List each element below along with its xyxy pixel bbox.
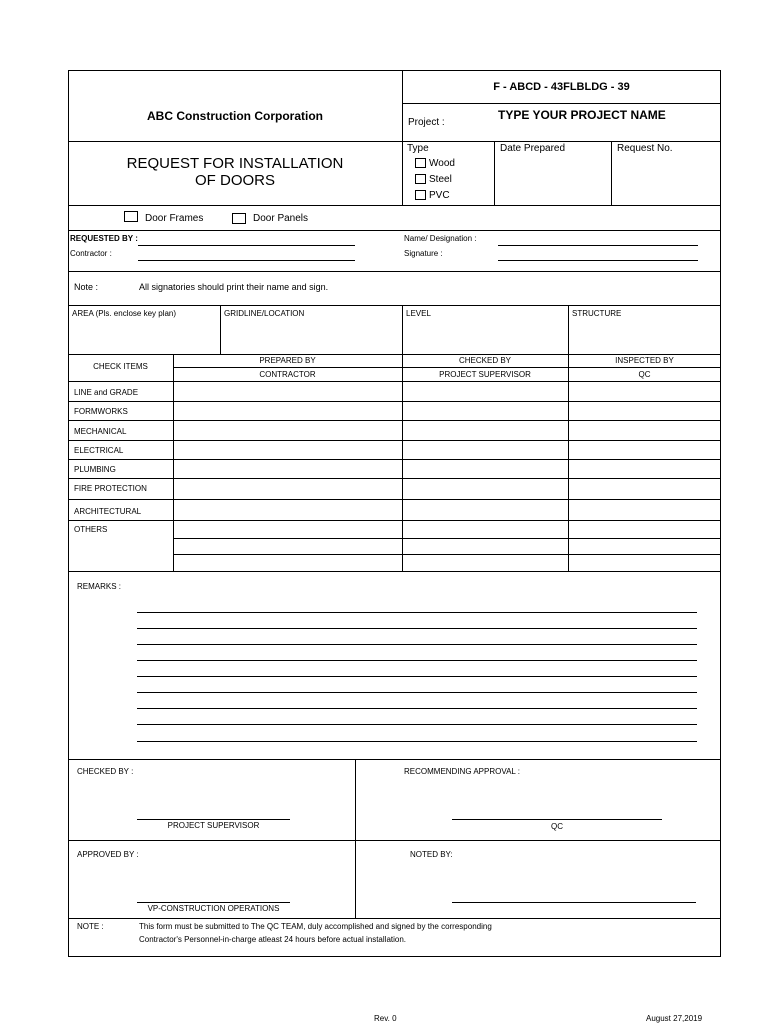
remarks-label: REMARKS : bbox=[77, 582, 122, 591]
door-panels-checkbox[interactable] bbox=[232, 213, 246, 224]
type-label: Type bbox=[407, 143, 429, 154]
request-no-label: Request No. bbox=[617, 143, 673, 154]
check-item: LINE and GRADE bbox=[74, 388, 139, 397]
table-row-line bbox=[68, 440, 721, 441]
qc-label: QC bbox=[551, 822, 563, 831]
table-line bbox=[68, 381, 721, 382]
project-supervisor-header: PROJECT SUPERVISOR bbox=[439, 370, 531, 379]
wood-checkbox[interactable] bbox=[415, 158, 426, 168]
check-item: MECHANICAL bbox=[74, 427, 127, 436]
door-panels-label: Door Panels bbox=[253, 213, 309, 224]
noted-by-signature-line[interactable] bbox=[452, 902, 696, 903]
vp-label: VP-CONSTRUCTION OPERATIONS bbox=[147, 904, 280, 913]
checked-by-signature-line[interactable] bbox=[137, 819, 290, 820]
checked-by-label: CHECKED BY : bbox=[77, 767, 134, 776]
level-label: LEVEL bbox=[406, 309, 431, 318]
section-line bbox=[68, 571, 721, 572]
inspected-by-header: INSPECTED BY bbox=[615, 356, 674, 365]
check-items-header: CHECK ITEMS bbox=[93, 362, 148, 371]
revision-date: August 27,2019 bbox=[646, 1014, 703, 1023]
check-item: FIRE PROTECTION bbox=[74, 484, 147, 493]
wood-label: Wood bbox=[429, 158, 455, 169]
steel-label: Steel bbox=[429, 174, 452, 185]
remarks-line[interactable] bbox=[137, 660, 697, 661]
header-divider bbox=[611, 141, 612, 205]
table-line bbox=[173, 367, 721, 368]
section-line bbox=[68, 918, 721, 919]
section-line bbox=[68, 840, 721, 841]
header-line bbox=[402, 103, 721, 104]
structure-label: STRUCTURE bbox=[572, 309, 622, 318]
section-line bbox=[68, 354, 721, 355]
qc-header: QC bbox=[638, 370, 651, 379]
section-line bbox=[68, 759, 721, 760]
noted-by-label: NOTED BY: bbox=[410, 850, 453, 859]
recommending-signature-line[interactable] bbox=[452, 819, 662, 820]
table-row-line bbox=[68, 459, 721, 460]
requested-by-label: REQUESTED BY : bbox=[70, 234, 138, 243]
approved-by-label: APPROVED BY : bbox=[77, 850, 139, 859]
approved-by-signature-line[interactable] bbox=[137, 902, 290, 903]
checked-by-header: CHECKED BY bbox=[458, 356, 511, 365]
door-frames-checkbox[interactable] bbox=[124, 211, 138, 222]
pvc-checkbox[interactable] bbox=[415, 190, 426, 200]
table-row-line bbox=[68, 478, 721, 479]
remarks-line[interactable] bbox=[137, 741, 697, 742]
project-label: Project : bbox=[408, 117, 445, 128]
contractor-header: CONTRACTOR bbox=[259, 370, 316, 379]
recommending-approval-label: RECOMMENDING APPROVAL : bbox=[404, 767, 521, 776]
signature-label: Signature : bbox=[404, 249, 443, 258]
check-item: FORMWORKS bbox=[74, 407, 128, 416]
remarks-line[interactable] bbox=[137, 644, 697, 645]
table-row-line bbox=[68, 420, 721, 421]
project-name[interactable]: TYPE YOUR PROJECT NAME bbox=[498, 108, 666, 122]
form-title: OF DOORS bbox=[194, 172, 275, 189]
contractor-label: Contractor : bbox=[70, 249, 112, 258]
footer-note-text: This form must be submitted to The QC TEAM, duly accomplished and signed by the corresponding bbox=[139, 922, 492, 931]
col-divider bbox=[402, 305, 403, 571]
area-label: AREA (Pls. enclose key plan) bbox=[72, 309, 177, 318]
header-divider bbox=[494, 141, 495, 205]
col-divider bbox=[568, 305, 569, 571]
name-designation-field[interactable] bbox=[498, 245, 698, 246]
revision: Rev. 0 bbox=[374, 1014, 397, 1023]
section-line bbox=[68, 230, 721, 231]
table-row-line bbox=[68, 499, 721, 500]
company-name: ABC Construction Corporation bbox=[147, 109, 323, 123]
note-label: Note : bbox=[74, 282, 99, 292]
remarks-line[interactable] bbox=[137, 676, 697, 677]
col-divider bbox=[220, 305, 221, 354]
section-line bbox=[68, 305, 721, 306]
table-row-line bbox=[173, 554, 721, 555]
header-line bbox=[68, 205, 721, 206]
requested-by-field[interactable] bbox=[138, 245, 355, 246]
date-prepared-label: Date Prepared bbox=[500, 143, 566, 154]
form-title: REQUEST FOR INSTALLATION bbox=[126, 155, 344, 172]
sign-divider bbox=[355, 759, 356, 919]
remarks-line[interactable] bbox=[137, 708, 697, 709]
section-line bbox=[68, 271, 721, 272]
remarks-line[interactable] bbox=[137, 612, 697, 613]
header-line bbox=[68, 141, 721, 142]
footer-note-label: NOTE : bbox=[77, 922, 104, 931]
note-text: All signatories should print their name and sign. bbox=[139, 282, 329, 292]
table-row-line bbox=[173, 538, 721, 539]
table-row-line bbox=[68, 401, 721, 402]
footer-note-text: Contractor's Personnel-in-charge atleast 24 hours before actual installation. bbox=[139, 935, 407, 944]
table-row-line bbox=[68, 520, 721, 521]
door-frames-label: Door Frames bbox=[145, 213, 204, 224]
check-item: OTHERS bbox=[74, 525, 108, 534]
project-supervisor-label: PROJECT SUPERVISOR bbox=[167, 821, 260, 830]
check-item: PLUMBING bbox=[74, 465, 116, 474]
remarks-line[interactable] bbox=[137, 628, 697, 629]
contractor-field[interactable] bbox=[138, 260, 355, 261]
name-designation-label: Name/ Designation : bbox=[404, 234, 477, 243]
check-item: ELECTRICAL bbox=[74, 446, 124, 455]
form-code: F - ABCD - 43FLBLDG - 39 bbox=[493, 81, 630, 93]
gridline-label: GRIDLINE/LOCATION bbox=[224, 309, 305, 318]
remarks-line[interactable] bbox=[137, 692, 697, 693]
steel-checkbox[interactable] bbox=[415, 174, 426, 184]
prepared-by-header: PREPARED BY bbox=[259, 356, 316, 365]
check-item: ARCHITECTURAL bbox=[74, 507, 142, 516]
pvc-label: PVC bbox=[429, 190, 450, 201]
signature-field[interactable] bbox=[498, 260, 698, 261]
remarks-line[interactable] bbox=[137, 724, 697, 725]
